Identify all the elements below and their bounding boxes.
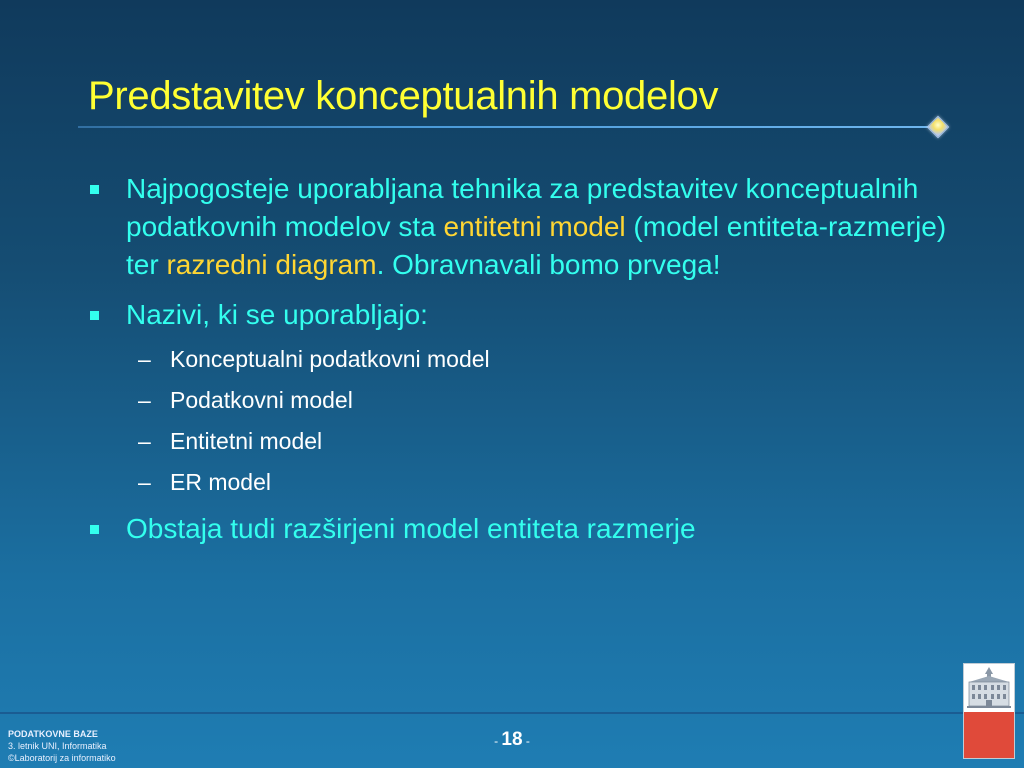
title-divider	[78, 126, 936, 128]
bullet-list	[88, 170, 968, 560]
square-bullet-icon	[90, 311, 99, 320]
dash-bullet: –	[138, 346, 151, 372]
bullet-item-techniques	[88, 170, 968, 284]
bullet-text: Obstaja tudi razširjeni model entiteta razmerje	[126, 513, 696, 544]
bullet-text: Najpogosteje uporabljana tehnika za predstavitev konceptualnih podatkovnih modelov sta entitetni model (model entiteta-razmerje) ter razredni diagram. Obravnavali bomo prvega!	[126, 173, 947, 280]
highlight-term: entitetni model	[443, 211, 626, 242]
dash-bullet: –	[138, 387, 151, 413]
logo-red-band	[964, 712, 1014, 758]
highlight-term: razredni diagram	[166, 249, 377, 280]
building-emblem-icon	[964, 664, 1014, 712]
square-bullet-icon	[90, 185, 99, 194]
sub-item: – Entitetni model	[126, 426, 968, 457]
copyright: ©Laboratorij za informatiko	[8, 753, 116, 763]
footer-info	[8, 728, 116, 764]
footer-divider	[0, 712, 1024, 714]
dash-bullet: –	[138, 428, 151, 454]
bullet-item-names	[88, 296, 968, 498]
sub-item: – ER model	[126, 467, 968, 498]
course-name: PODATKOVNE BAZE	[8, 729, 98, 739]
sub-item: – Podatkovni model	[126, 385, 968, 416]
sub-list	[126, 344, 968, 498]
square-bullet-icon	[90, 525, 99, 534]
dash-bullet: –	[138, 469, 151, 495]
diamond-icon	[927, 116, 950, 139]
page-number: - 18 -	[494, 729, 530, 750]
bullet-item-extended	[88, 510, 968, 548]
university-building-logo	[963, 663, 1015, 759]
slide-title: Predstavitev konceptualnih modelov	[88, 74, 719, 118]
course-year: 3. letnik UNI, Informatika	[8, 741, 107, 751]
sub-item: – Konceptualni podatkovni model	[126, 344, 968, 375]
bullet-text: Nazivi, ki se uporabljajo:	[126, 299, 428, 330]
